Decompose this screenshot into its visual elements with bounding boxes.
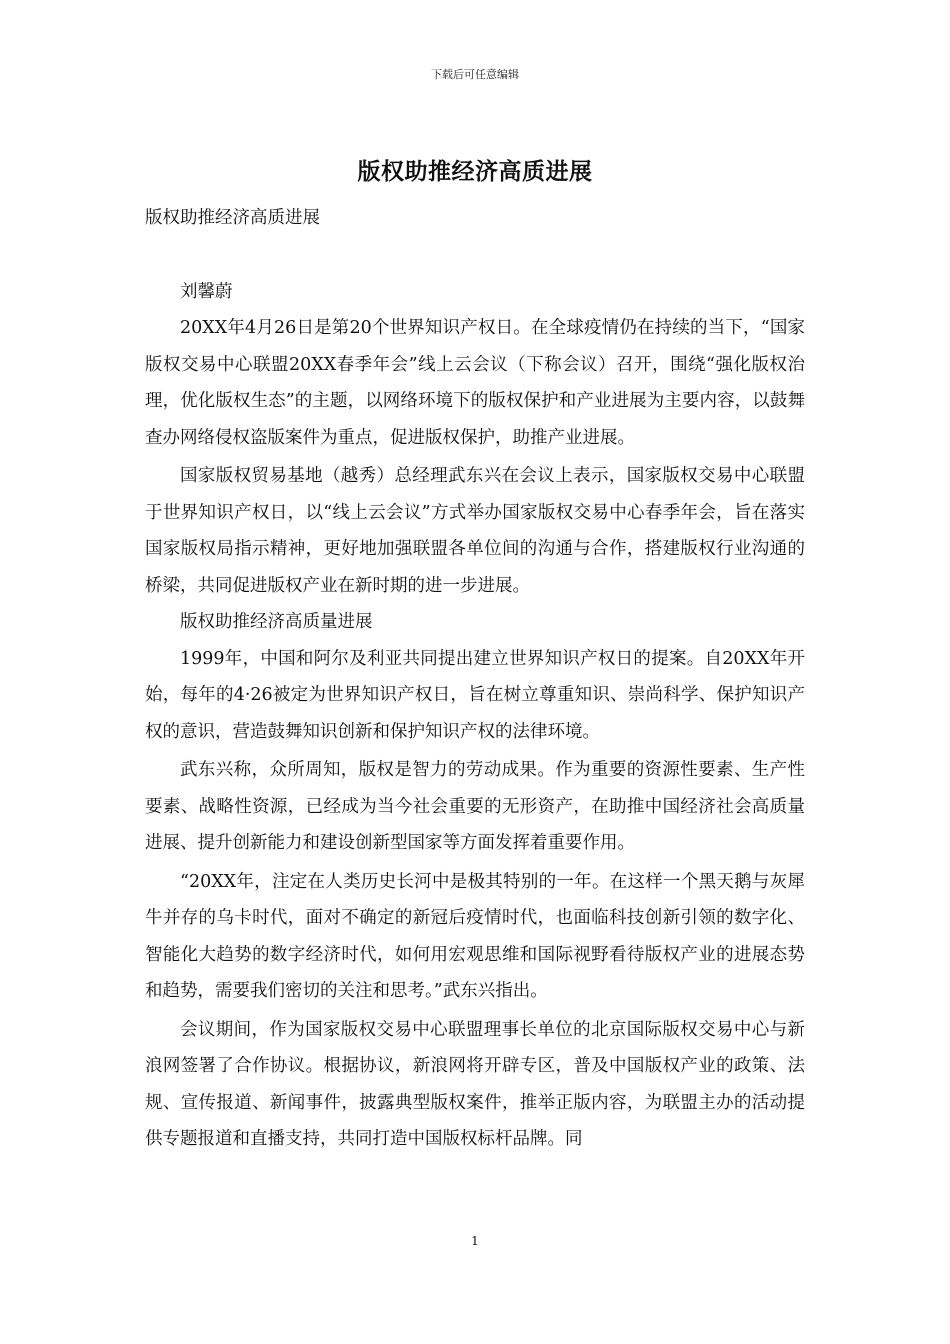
paragraph-4: 武东兴称，众所周知，版权是智力的劳动成果。作为重要的资源性要素、生产性要素、战略性资源，已经成为当今社会重要的无形资产，在助推中国经济社会高质量进展、提升创新能力和建设创新型国家等方面发挥着重要作用。 xyxy=(145,760,805,853)
paragraph-5: “20XX年，注定在人类历史长河中是极其特别的一年。在这样一个黑天鹅与灰犀牛并存的乌卡时代，面对不确定的新冠后疫情时代，也面临科技创新引领的数字化、智能化大趋势的数字经济时代，如何用宏观思维和国际视野看待版权产业的进展态势和趋势，需要我们密切的关注和思考。”武东兴指出。 xyxy=(145,871,805,1001)
paragraph-6: 会议期间，作为国家版权交易中心联盟理事长单位的北京国际版权交易中心与新浪网签署了合作协议。根据协议，新浪网将开辟专区，普及中国版权产业的政策、法规、宣传报道、新闻事件，披露典型版权案件，推举正版内容，为联盟主办的活动提供专题报道和直播支持，共同打造中国版权标杆品牌。同 xyxy=(145,1019,805,1149)
paragraph-1: 20XX年4月26日是第20个世界知识产权日。在全球疫情仍在持续的当下，“国家版权交易中心联盟20XX春季年会”线上云会议（下称会议）召开，围绕“强化版权治理，优化版权生态”的主题，以网络环境下的版权保护和产业进展为主要内容，以鼓舞查办网络侵权盗版案件为重点，促进版权保护，助推产业进展。 xyxy=(145,318,805,448)
section-heading: 版权助推经济高质量进展 xyxy=(180,612,373,632)
document-body xyxy=(145,200,805,1158)
header-note: 下载后可任意编辑 xyxy=(431,68,519,81)
paragraph-3: 1999年，中国和阿尔及利亚共同提出建立世界知识产权日的提案。自20XX年开始，每年的4·26被定为世界知识产权日，旨在树立尊重知识、崇尚科学、保护知识产权的意识，营造鼓舞知识创新和保护知识产权的法律环境。 xyxy=(145,648,805,742)
paragraph-2: 国家版权贸易基地（越秀）总经理武东兴在会议上表示，国家版权交易中心联盟于世界知识产权日，以“线上云会议”方式举办国家版权交易中心春季年会，旨在落实国家版权局指示精神，更好地加强联盟各单位间的沟通与合作，搭建版权行业沟通的桥梁，共同促进版权产业在新时期的进一步进展。 xyxy=(145,466,805,596)
document-title: 版权助推经济高质进展 xyxy=(357,158,593,185)
author-name: 刘馨蔚 xyxy=(180,281,233,302)
subtitle: 版权助推经济高质进展 xyxy=(145,208,320,228)
blank-line xyxy=(145,237,805,274)
page-number: 1 xyxy=(471,1234,479,1248)
